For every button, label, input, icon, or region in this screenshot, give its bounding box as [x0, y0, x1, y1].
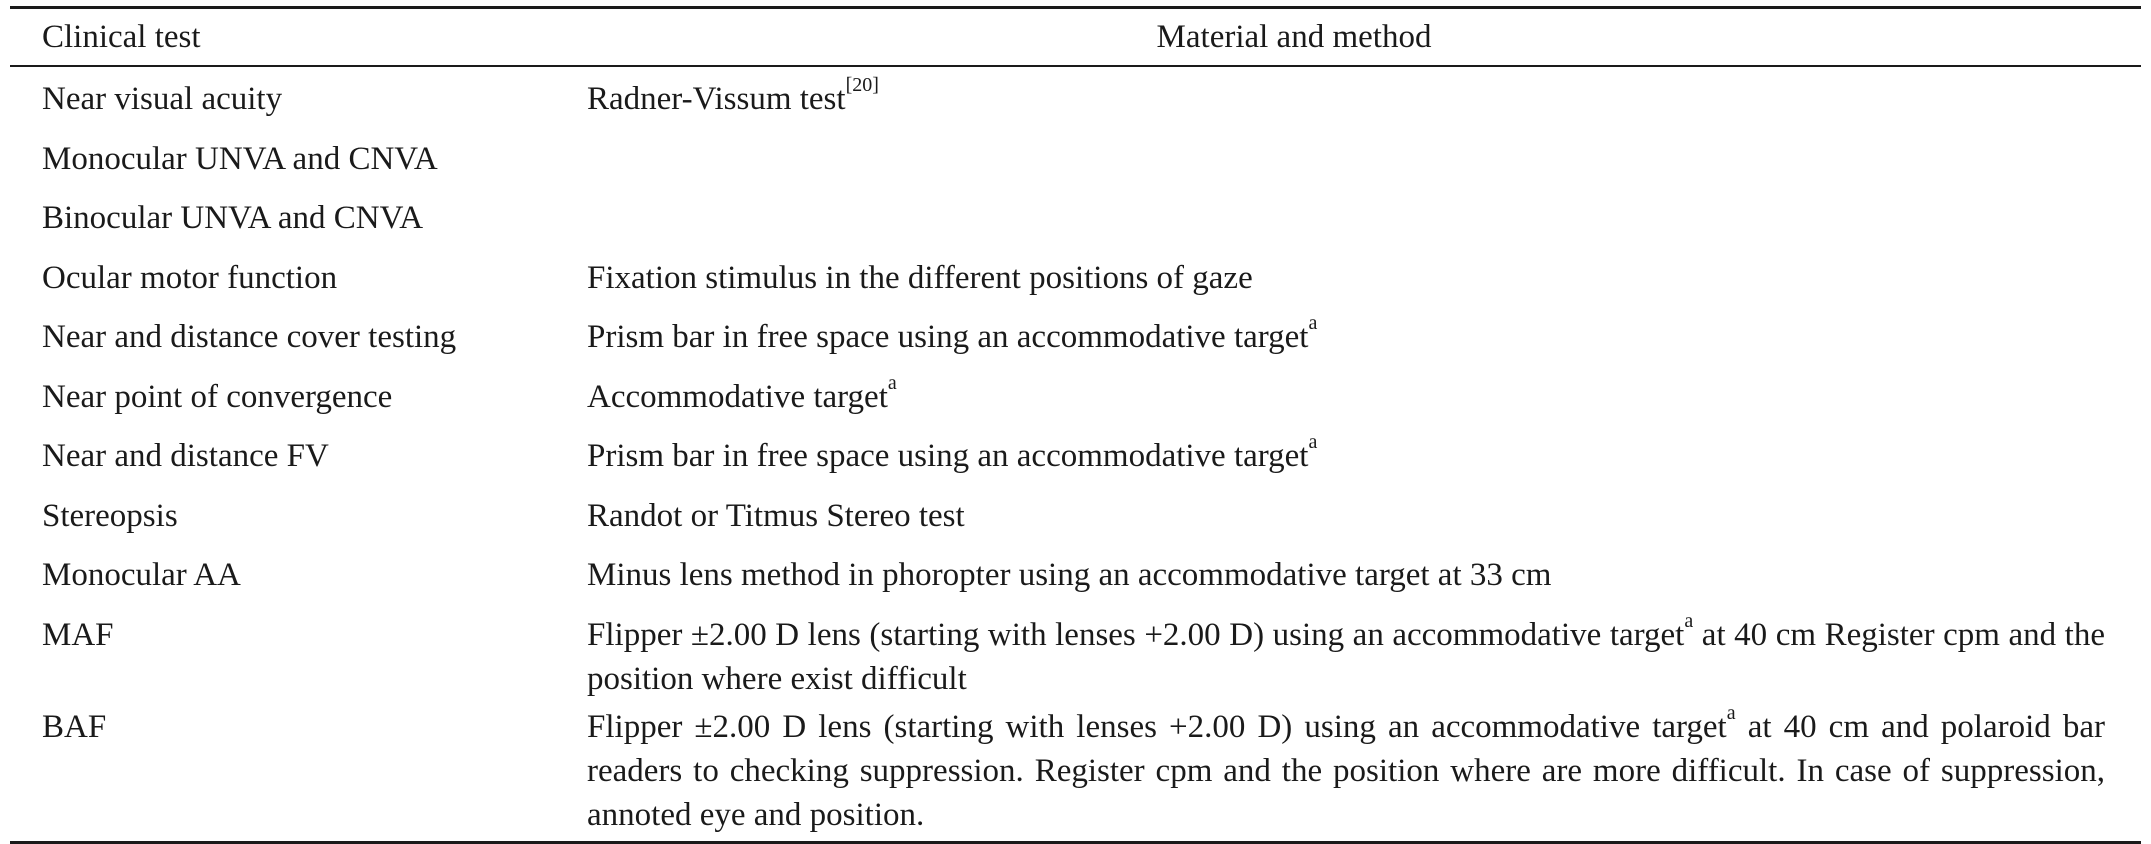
cell-method — [587, 371, 2105, 435]
cell-test: MAF — [42, 616, 114, 653]
table-header — [10, 9, 2141, 65]
method-text: Prism bar in free space using an accommodative target — [587, 438, 1309, 474]
table-row — [10, 609, 2141, 705]
cell-method: Fixation stimulus in the different positions of gaze — [587, 259, 1253, 296]
cell-test: Near and distance cover testing — [42, 319, 457, 355]
table-row — [10, 312, 2141, 375]
footnote-mark: a — [1308, 431, 1318, 453]
cell-test: Monocular UNVA and CNVA — [42, 140, 438, 177]
table-body — [10, 67, 2141, 841]
table-row — [10, 256, 2141, 316]
table-row — [10, 553, 2141, 613]
footnote-mark: a — [1726, 701, 1736, 724]
footnote-mark: a — [1308, 312, 1318, 334]
cell-method — [587, 312, 2105, 375]
table-row — [10, 431, 2141, 494]
method-text: Flipper ±2.00 D lens (starting with lenses +2.00 D) using an accommodative target — [587, 616, 1685, 653]
table-row — [10, 74, 2141, 137]
cell-method: Randot or Titmus Stereo test — [587, 497, 965, 534]
method-text: Flipper ±2.00 D lens (starting with lenses +2.00 D) using an accommodative target — [587, 708, 1727, 745]
methods-table — [10, 6, 2141, 844]
cell-method — [587, 609, 2105, 699]
cell-test: Stereopsis — [42, 497, 178, 534]
cell-method — [587, 431, 2105, 494]
footnote-mark: a — [887, 371, 897, 394]
cell-test: Ocular motor function — [42, 259, 338, 296]
cell-test: Monocular AA — [42, 557, 241, 593]
header-material-method: Material and method — [1156, 18, 1432, 55]
cell-method — [587, 74, 2105, 137]
method-text: Radner-Vissum test — [587, 81, 846, 117]
header-clinical-test: Clinical test — [42, 18, 201, 55]
cell-test: BAF — [42, 708, 107, 745]
table-row — [10, 494, 2141, 554]
bottom-rule — [10, 841, 2141, 844]
method-text-cont: at 40 cm Register cpm and the position where exist difficult — [587, 616, 2105, 697]
cell-method — [587, 701, 2105, 835]
table-row — [10, 371, 2141, 435]
footnote-mark: a — [1684, 609, 1694, 632]
cell-method — [587, 196, 2105, 256]
method-text-cont: at 40 cm and polaroid bar readers to checking suppression. Register cpm and the position where are more difficult. In case of suppression, annoted eye and position. — [587, 708, 2105, 833]
method-text: Prism bar in free space using an accommodative target — [587, 319, 1309, 355]
cell-test: Near and distance FV — [42, 438, 329, 474]
cell-method — [587, 137, 2105, 197]
cell-method: Minus lens method in phoropter using an accommodative target at 33 cm — [587, 557, 1552, 593]
table-row — [10, 196, 2141, 256]
table-row — [10, 701, 2141, 841]
citation-ref: [20] — [845, 74, 879, 96]
method-text: Accommodative target — [587, 378, 888, 415]
cell-test: Binocular UNVA and CNVA — [42, 200, 424, 236]
cell-test: Near point of convergence — [42, 378, 393, 415]
cell-test: Near visual acuity — [42, 81, 283, 117]
table-row — [10, 137, 2141, 197]
